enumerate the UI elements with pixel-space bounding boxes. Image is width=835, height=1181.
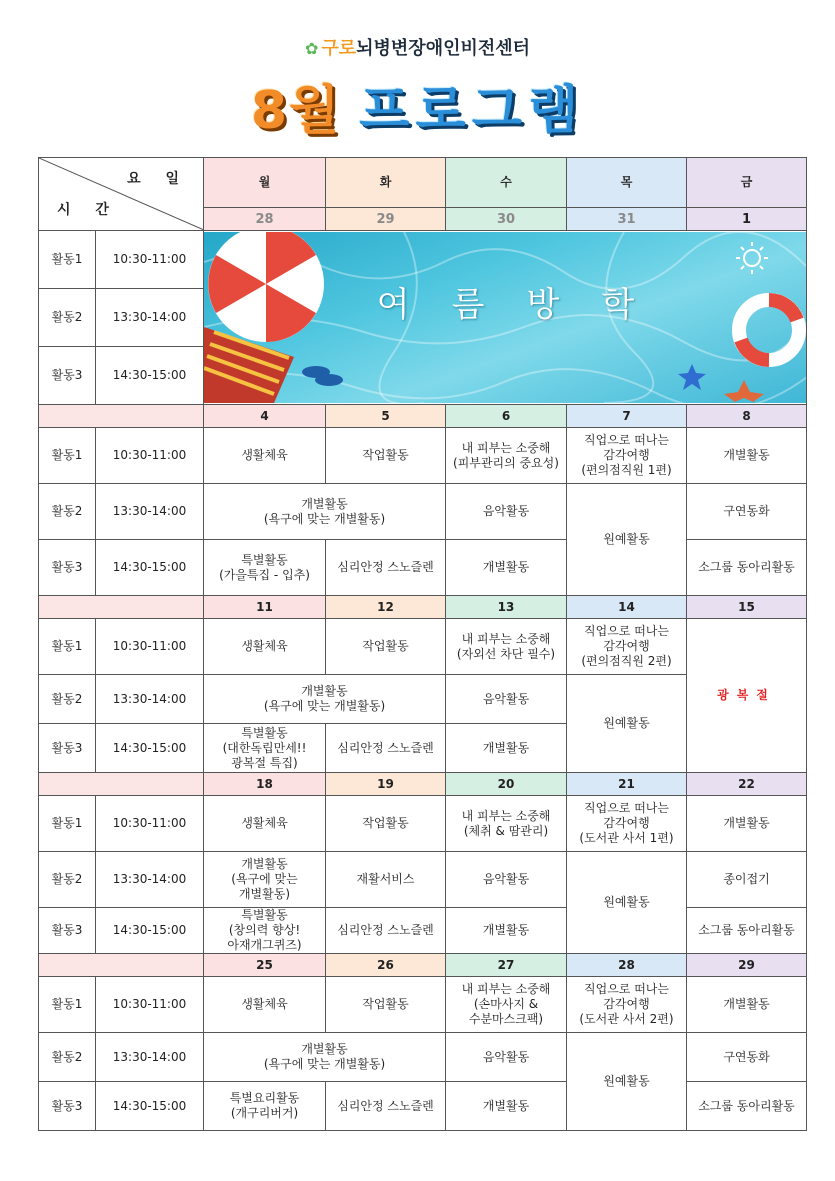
center-prefix: 구로 xyxy=(321,38,357,59)
time-label: 10:30-11:00 xyxy=(96,231,204,289)
time-label: 14:30-15:00 xyxy=(96,724,204,773)
time-label: 10:30-11:00 xyxy=(96,977,204,1033)
program-cell: 작업활동 xyxy=(326,428,446,484)
starfish-icon xyxy=(678,364,764,403)
program-cell: 직업으로 떠나는 감각여행 (도서관 사서 2편) xyxy=(567,977,687,1033)
program-cell: 원예활동 xyxy=(567,675,687,773)
sun-icon xyxy=(736,242,768,274)
program-cell: 원예활동 xyxy=(567,852,687,954)
umbrella-icon xyxy=(208,232,324,342)
date-cell: 21 xyxy=(567,773,687,796)
date-cell: 12 xyxy=(326,596,446,619)
program-cell: 개별활동 xyxy=(446,540,567,596)
corner-diagonal xyxy=(39,158,204,230)
center-name xyxy=(0,34,835,60)
flipflop-icon xyxy=(315,374,343,386)
program-cell: 심리안정 스노즐렌 xyxy=(326,724,446,773)
corner-header xyxy=(39,158,204,231)
activity-label: 활동3 xyxy=(39,1082,96,1131)
program-cell: 생활체육 xyxy=(204,796,326,852)
date-cell: 20 xyxy=(446,773,567,796)
program-cell: 원예활동 xyxy=(567,484,687,596)
date-cell: 26 xyxy=(326,954,446,977)
date-cell: 1 xyxy=(687,208,807,231)
activity-label: 활동1 xyxy=(39,428,96,484)
activity-label: 활동3 xyxy=(39,540,96,596)
program-cell: 개별활동 (욕구에 맞는 개별활동) xyxy=(204,675,446,724)
activity-label: 활동2 xyxy=(39,484,96,540)
title-month: 8월 xyxy=(250,81,342,141)
program-cell: 심리안정 스노즐렌 xyxy=(326,540,446,596)
program-cell: 음악활동 xyxy=(446,1033,567,1082)
title-program: 프로그램 xyxy=(359,81,585,141)
week-spacer xyxy=(39,954,204,977)
page-title xyxy=(0,68,835,143)
program-cell: 재활서비스 xyxy=(326,852,446,908)
program-cell: 심리안정 스노즐렌 xyxy=(326,1082,446,1131)
time-label: 13:30-14:00 xyxy=(96,852,204,908)
time-label: 13:30-14:00 xyxy=(96,675,204,724)
date-cell: 4 xyxy=(204,405,326,428)
program-cell: 내 피부는 소중해 (자외선 차단 필수) xyxy=(446,619,567,675)
time-label: 14:30-15:00 xyxy=(96,908,204,954)
week-spacer xyxy=(39,405,204,428)
time-label: 14:30-15:00 xyxy=(96,1082,204,1131)
program-cell: 생활체육 xyxy=(204,428,326,484)
day-wed: 수 xyxy=(446,158,567,208)
program-cell: 음악활동 xyxy=(446,852,567,908)
activity-label: 활동2 xyxy=(39,852,96,908)
program-cell: 내 피부는 소중해 (체취 & 땀관리) xyxy=(446,796,567,852)
program-cell: 작업활동 xyxy=(326,796,446,852)
corner-day-label: 요 일 xyxy=(127,171,189,187)
program-cell: 생활체육 xyxy=(204,619,326,675)
header xyxy=(0,28,835,148)
day-fri: 금 xyxy=(687,158,807,208)
time-label: 10:30-11:00 xyxy=(96,796,204,852)
time-label: 10:30-11:00 xyxy=(96,619,204,675)
day-mon: 월 xyxy=(204,158,326,208)
program-cell: 개별활동 xyxy=(687,796,807,852)
program-cell: 개별활동 (욕구에 맞는 개별활동) xyxy=(204,852,326,908)
day-thu: 목 xyxy=(567,158,687,208)
program-cell: 작업활동 xyxy=(326,977,446,1033)
time-label: 14:30-15:00 xyxy=(96,540,204,596)
program-cell: 음악활동 xyxy=(446,484,567,540)
program-cell: 개별활동 xyxy=(446,908,567,954)
program-cell: 개별활동 xyxy=(687,428,807,484)
program-cell: 특별활동 (대한독립만세!! 광복절 특집) xyxy=(204,724,326,773)
date-cell: 19 xyxy=(326,773,446,796)
date-cell: 7 xyxy=(567,405,687,428)
week-spacer xyxy=(39,596,204,619)
program-cell: 심리안정 스노즐렌 xyxy=(326,908,446,954)
date-cell: 15 xyxy=(687,596,807,619)
date-cell: 11 xyxy=(204,596,326,619)
program-cell: 종이접기 xyxy=(687,852,807,908)
date-cell: 29 xyxy=(326,208,446,231)
program-cell: 직업으로 떠나는 감각여행 (도서관 사서 1편) xyxy=(567,796,687,852)
activity-label: 활동3 xyxy=(39,347,96,405)
activity-label: 활동3 xyxy=(39,724,96,773)
day-tue: 화 xyxy=(326,158,446,208)
activity-label: 활동2 xyxy=(39,289,96,347)
holiday-cell: 광복절 xyxy=(687,619,807,773)
program-cell: 생활체육 xyxy=(204,977,326,1033)
date-cell: 22 xyxy=(687,773,807,796)
date-cell: 14 xyxy=(567,596,687,619)
time-label: 13:30-14:00 xyxy=(96,289,204,347)
activity-label: 활동1 xyxy=(39,619,96,675)
date-cell: 27 xyxy=(446,954,567,977)
program-cell: 개별활동 (욕구에 맞는 개별활동) xyxy=(204,1033,446,1082)
program-cell: 특별요리활동 (개구리버거) xyxy=(204,1082,326,1131)
activity-label: 활동1 xyxy=(39,231,96,289)
program-cell: 소그룹 동아리활동 xyxy=(687,540,807,596)
program-cell: 특별활동 (창의력 향상! 아재개그퀴즈) xyxy=(204,908,326,954)
date-cell: 13 xyxy=(446,596,567,619)
activity-label: 활동3 xyxy=(39,908,96,954)
program-cell: 작업활동 xyxy=(326,619,446,675)
vacation-art xyxy=(204,232,807,403)
date-cell: 28 xyxy=(567,954,687,977)
time-label: 13:30-14:00 xyxy=(96,1033,204,1082)
program-cell: 구연동화 xyxy=(687,484,807,540)
sprout-icon: ✿ xyxy=(304,39,319,58)
date-cell: 25 xyxy=(204,954,326,977)
time-label: 13:30-14:00 xyxy=(96,484,204,540)
corner-time-label: 시 간 xyxy=(57,202,119,218)
date-cell: 18 xyxy=(204,773,326,796)
program-cell: 특별활동 (가을특집 - 입추) xyxy=(204,540,326,596)
date-cell: 29 xyxy=(687,954,807,977)
week-spacer xyxy=(39,773,204,796)
program-cell: 소그룹 동아리활동 xyxy=(687,1082,807,1131)
date-cell: 6 xyxy=(446,405,567,428)
activity-label: 활동1 xyxy=(39,977,96,1033)
program-cell: 개별활동 (욕구에 맞는 개별활동) xyxy=(204,484,446,540)
program-cell: 내 피부는 소중해 (피부관리의 중요성) xyxy=(446,428,567,484)
date-cell: 28 xyxy=(204,208,326,231)
date-cell: 5 xyxy=(326,405,446,428)
program-cell: 개별활동 xyxy=(446,724,567,773)
program-cell: 음악활동 xyxy=(446,675,567,724)
program-cell: 개별활동 xyxy=(687,977,807,1033)
activity-label: 활동1 xyxy=(39,796,96,852)
activity-label: 활동2 xyxy=(39,675,96,724)
program-cell: 구연동화 xyxy=(687,1033,807,1082)
activity-label: 활동2 xyxy=(39,1033,96,1082)
program-cell: 내 피부는 소중해 (손마사지 & 수분마스크팩) xyxy=(446,977,567,1033)
program-cell: 소그룹 동아리활동 xyxy=(687,908,807,954)
program-cell: 개별활동 xyxy=(446,1082,567,1131)
date-cell: 31 xyxy=(567,208,687,231)
date-cell: 30 xyxy=(446,208,567,231)
vacation-title: 여름방학 xyxy=(376,285,677,325)
date-cell: 8 xyxy=(687,405,807,428)
program-cell: 직업으로 떠나는 감각여행 (편의점직원 1편) xyxy=(567,428,687,484)
time-label: 14:30-15:00 xyxy=(96,347,204,405)
program-cell: 원예활동 xyxy=(567,1033,687,1131)
center-name-text: 뇌병변장애인비전센터 xyxy=(356,38,531,59)
vacation-banner xyxy=(204,231,807,405)
schedule-table xyxy=(38,157,807,1131)
program-cell: 직업으로 떠나는 감각여행 (편의점직원 2편) xyxy=(567,619,687,675)
time-label: 10:30-11:00 xyxy=(96,428,204,484)
